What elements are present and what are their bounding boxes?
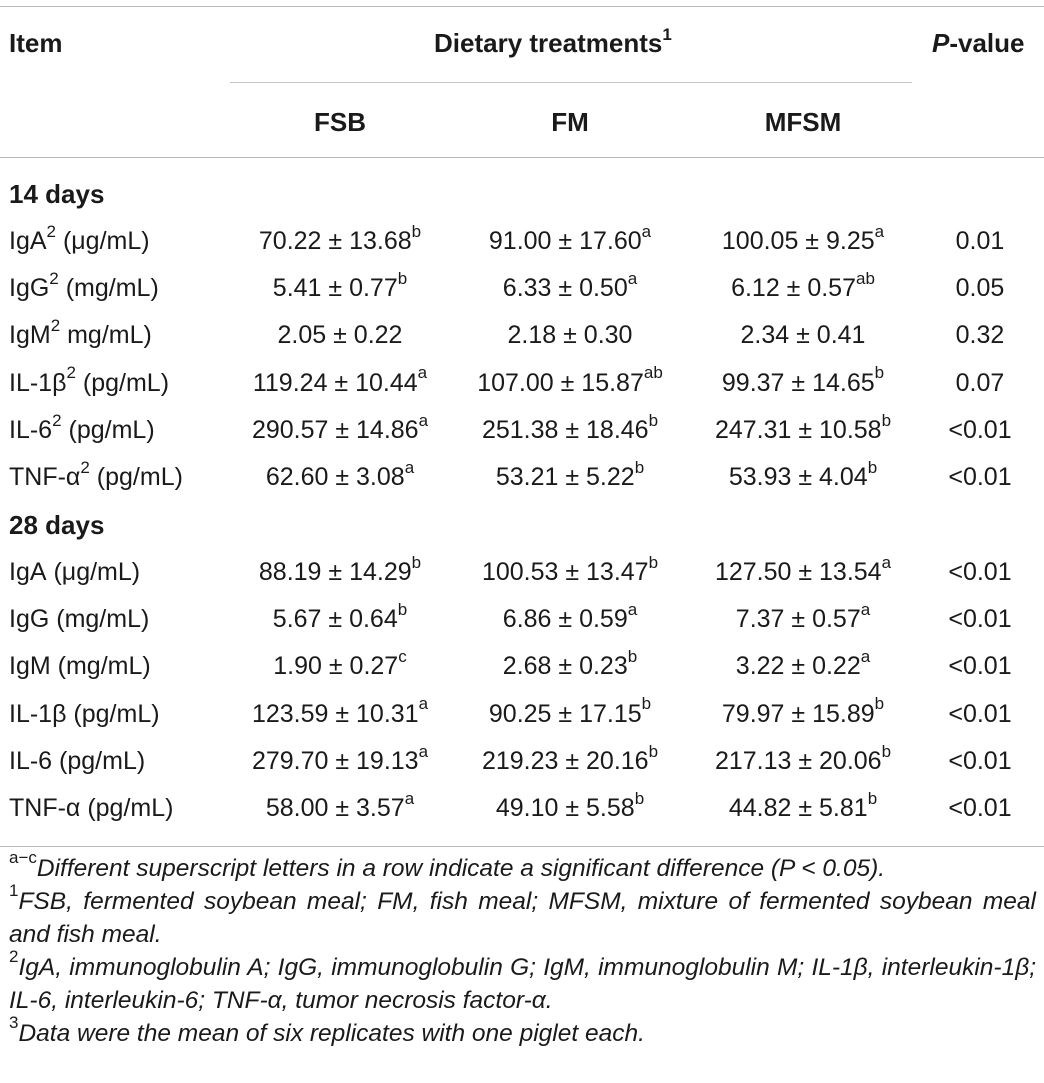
footnotes [9, 847, 1036, 1050]
cell-fsb: 62.60 ± 3.08$^a$ [265, 457, 415, 492]
table-row [0, 596, 1044, 643]
cell-fsb: 70.22 ± 13.68$^b$ [258, 221, 422, 256]
cell-fm: 90.25 ± 17.15$^b$ [488, 694, 652, 728]
cell-fm: 6.33 ± 0.50$^a$ [502, 268, 638, 303]
cell-mfsm: 7.37 ± 0.57$^a$ [735, 599, 871, 634]
table-row [0, 265, 1044, 312]
row-item-label: IL-1β (pg/mL) [9, 699, 160, 728]
header-mfsm: MFSM [764, 107, 842, 137]
row-item-label: TNF-$\alpha^2$ (pg/mL) [9, 457, 183, 492]
footnote-significance: $^{a-c}$Different superscript letters in a row indicate a significant difference (P < 0.05). [9, 847, 886, 882]
header-p-value: P-value [932, 28, 1025, 58]
row-item-label: IgA$^2$ (μg/mL) [9, 221, 150, 256]
cell-fm: 219.23 ± 20.16$^b$ [481, 741, 659, 775]
row-item-label: $IL-6^2$ (pg/mL) [9, 410, 155, 444]
cell-mfsm: 127.50 ± 13.54$^a$ [714, 552, 892, 587]
row-item-label: IgM (mg/mL) [9, 652, 151, 681]
cell-p-value: <0.01 [948, 605, 1012, 634]
cell-fm: 2.18 ± 0.30 [507, 321, 633, 350]
row-item-label: IgA (μg/mL) [9, 558, 141, 587]
cell-fsb: 119.24 ± 10.44$^a$ [252, 363, 428, 397]
row-item-label: IL-6 (pg/mL) [9, 746, 146, 775]
footnote-abbreviations-immune: $^2$IgA, immunoglobulin A; IgG, immunoglobulin G; IgM, immunoglobulin M; IL-1β, interleukin-1β; IL-6, interleukin-6; TNF-α, tumor necrosis factor-α. [9, 946, 1036, 1014]
cell-p-value: <0.01 [948, 699, 1012, 728]
cell-fsb: 123.59 ± 10.31$^a$ [251, 694, 429, 728]
section-title-28-days: 28 days [9, 510, 105, 540]
table-row [0, 454, 1044, 501]
cell-p-value: <0.01 [948, 415, 1012, 444]
cell-mfsm: 44.82 ± 5.81$^b$ [728, 788, 878, 823]
header-dietary-treatments: Dietary treatments$^1$ [434, 25, 672, 58]
table-14-days [0, 218, 1044, 501]
table-row [0, 360, 1044, 407]
header-bottom-rule [0, 157, 1044, 158]
table-row [0, 312, 1044, 359]
row-item-label: IgG$^2$ (mg/mL) [9, 268, 159, 303]
row-item-label: TNF-α (pg/mL) [9, 794, 174, 823]
table-row [0, 643, 1044, 690]
cell-fsb: 5.67 ± 0.64$^b$ [272, 599, 408, 634]
header-item: Item [9, 28, 63, 58]
cell-p-value: <0.01 [948, 794, 1012, 823]
header-fsb: FSB [314, 107, 366, 137]
table-row [0, 407, 1044, 454]
cell-fm: 91.00 ± 17.60$^a$ [488, 221, 652, 256]
table-28-days [0, 549, 1044, 832]
cell-p-value: <0.01 [948, 558, 1012, 587]
cell-fsb: 1.90 ± 0.27$^c$ [273, 647, 407, 681]
cell-fm: 251.38 ± 18.46$^b$ [481, 410, 659, 444]
cell-fsb: 58.00 ± 3.57$^a$ [265, 788, 415, 823]
cell-mfsm: 53.93 ± 4.04$^b$ [728, 457, 878, 492]
header-span-rule [230, 82, 912, 83]
cell-mfsm: 99.37 ± 14.65$^b$ [721, 363, 885, 397]
cell-mfsm: 100.05 ± 9.25$^a$ [721, 221, 885, 256]
cell-fm: 53.21 ± 5.22$^b$ [495, 457, 645, 492]
cell-mfsm: 247.31 ± 10.58$^b$ [714, 410, 892, 444]
cell-fm: 49.10 ± 5.58$^b$ [495, 788, 645, 823]
header-fm: FM [551, 107, 589, 137]
row-item-label: IgM$^2$ mg/mL) [9, 316, 152, 350]
section-title-14-days: 14 days [9, 179, 105, 209]
cell-mfsm: 6.12 ± 0.57$^{ab}$ [731, 268, 875, 303]
cell-mfsm: 3.22 ± 0.22$^a$ [735, 647, 871, 681]
footnote-abbreviations-diets: $^1$FSB, fermented soybean meal; FM, fish meal; MFSM, mixture of fermented soybean meal and fish meal. [9, 880, 1036, 948]
cell-p-value: <0.01 [948, 463, 1012, 492]
cell-mfsm: 2.34 ± 0.41 [740, 321, 866, 350]
cell-fsb: 88.19 ± 14.29$^b$ [258, 552, 422, 587]
cell-p-value: <0.01 [948, 746, 1012, 775]
cell-fsb: 5.41 ± 0.77$^b$ [272, 268, 408, 303]
cell-p-value: 0.01 [955, 227, 1005, 256]
cell-fm: 107.00 ± 15.87$^{ab}$ [477, 363, 663, 397]
table-top-rule [0, 6, 1044, 7]
cell-mfsm: 217.13 ± 20.06$^b$ [714, 741, 892, 775]
cell-p-value: 0.32 [955, 321, 1005, 350]
cell-fsb: 290.57 ± 14.86$^a$ [251, 410, 429, 444]
row-item-label: $IL-1\beta^2$ (pg/mL) [9, 363, 170, 397]
table-row [0, 785, 1044, 832]
table-row [0, 549, 1044, 596]
table-row [0, 691, 1044, 738]
cell-p-value: 0.05 [955, 274, 1005, 303]
table-row [0, 738, 1044, 785]
cell-p-value: 0.07 [955, 368, 1005, 397]
cell-fm: 100.53 ± 13.47$^b$ [481, 552, 659, 587]
table-row [0, 218, 1044, 265]
cell-fsb: 279.70 ± 19.13$^a$ [251, 741, 429, 775]
row-item-label: IgG (mg/mL) [9, 605, 150, 634]
cell-mfsm: 79.97 ± 15.89$^b$ [721, 694, 885, 728]
table-bottom-rule [0, 846, 1044, 847]
cell-p-value: <0.01 [948, 652, 1012, 681]
footnote-replicates: $^3$Data were the mean of six replicates with one piglet each. [9, 1012, 645, 1047]
cell-fsb: 2.05 ± 0.22 [277, 321, 403, 350]
cell-fm: 6.86 ± 0.59$^a$ [502, 599, 638, 634]
cell-fm: 2.68 ± 0.23$^b$ [502, 647, 638, 681]
